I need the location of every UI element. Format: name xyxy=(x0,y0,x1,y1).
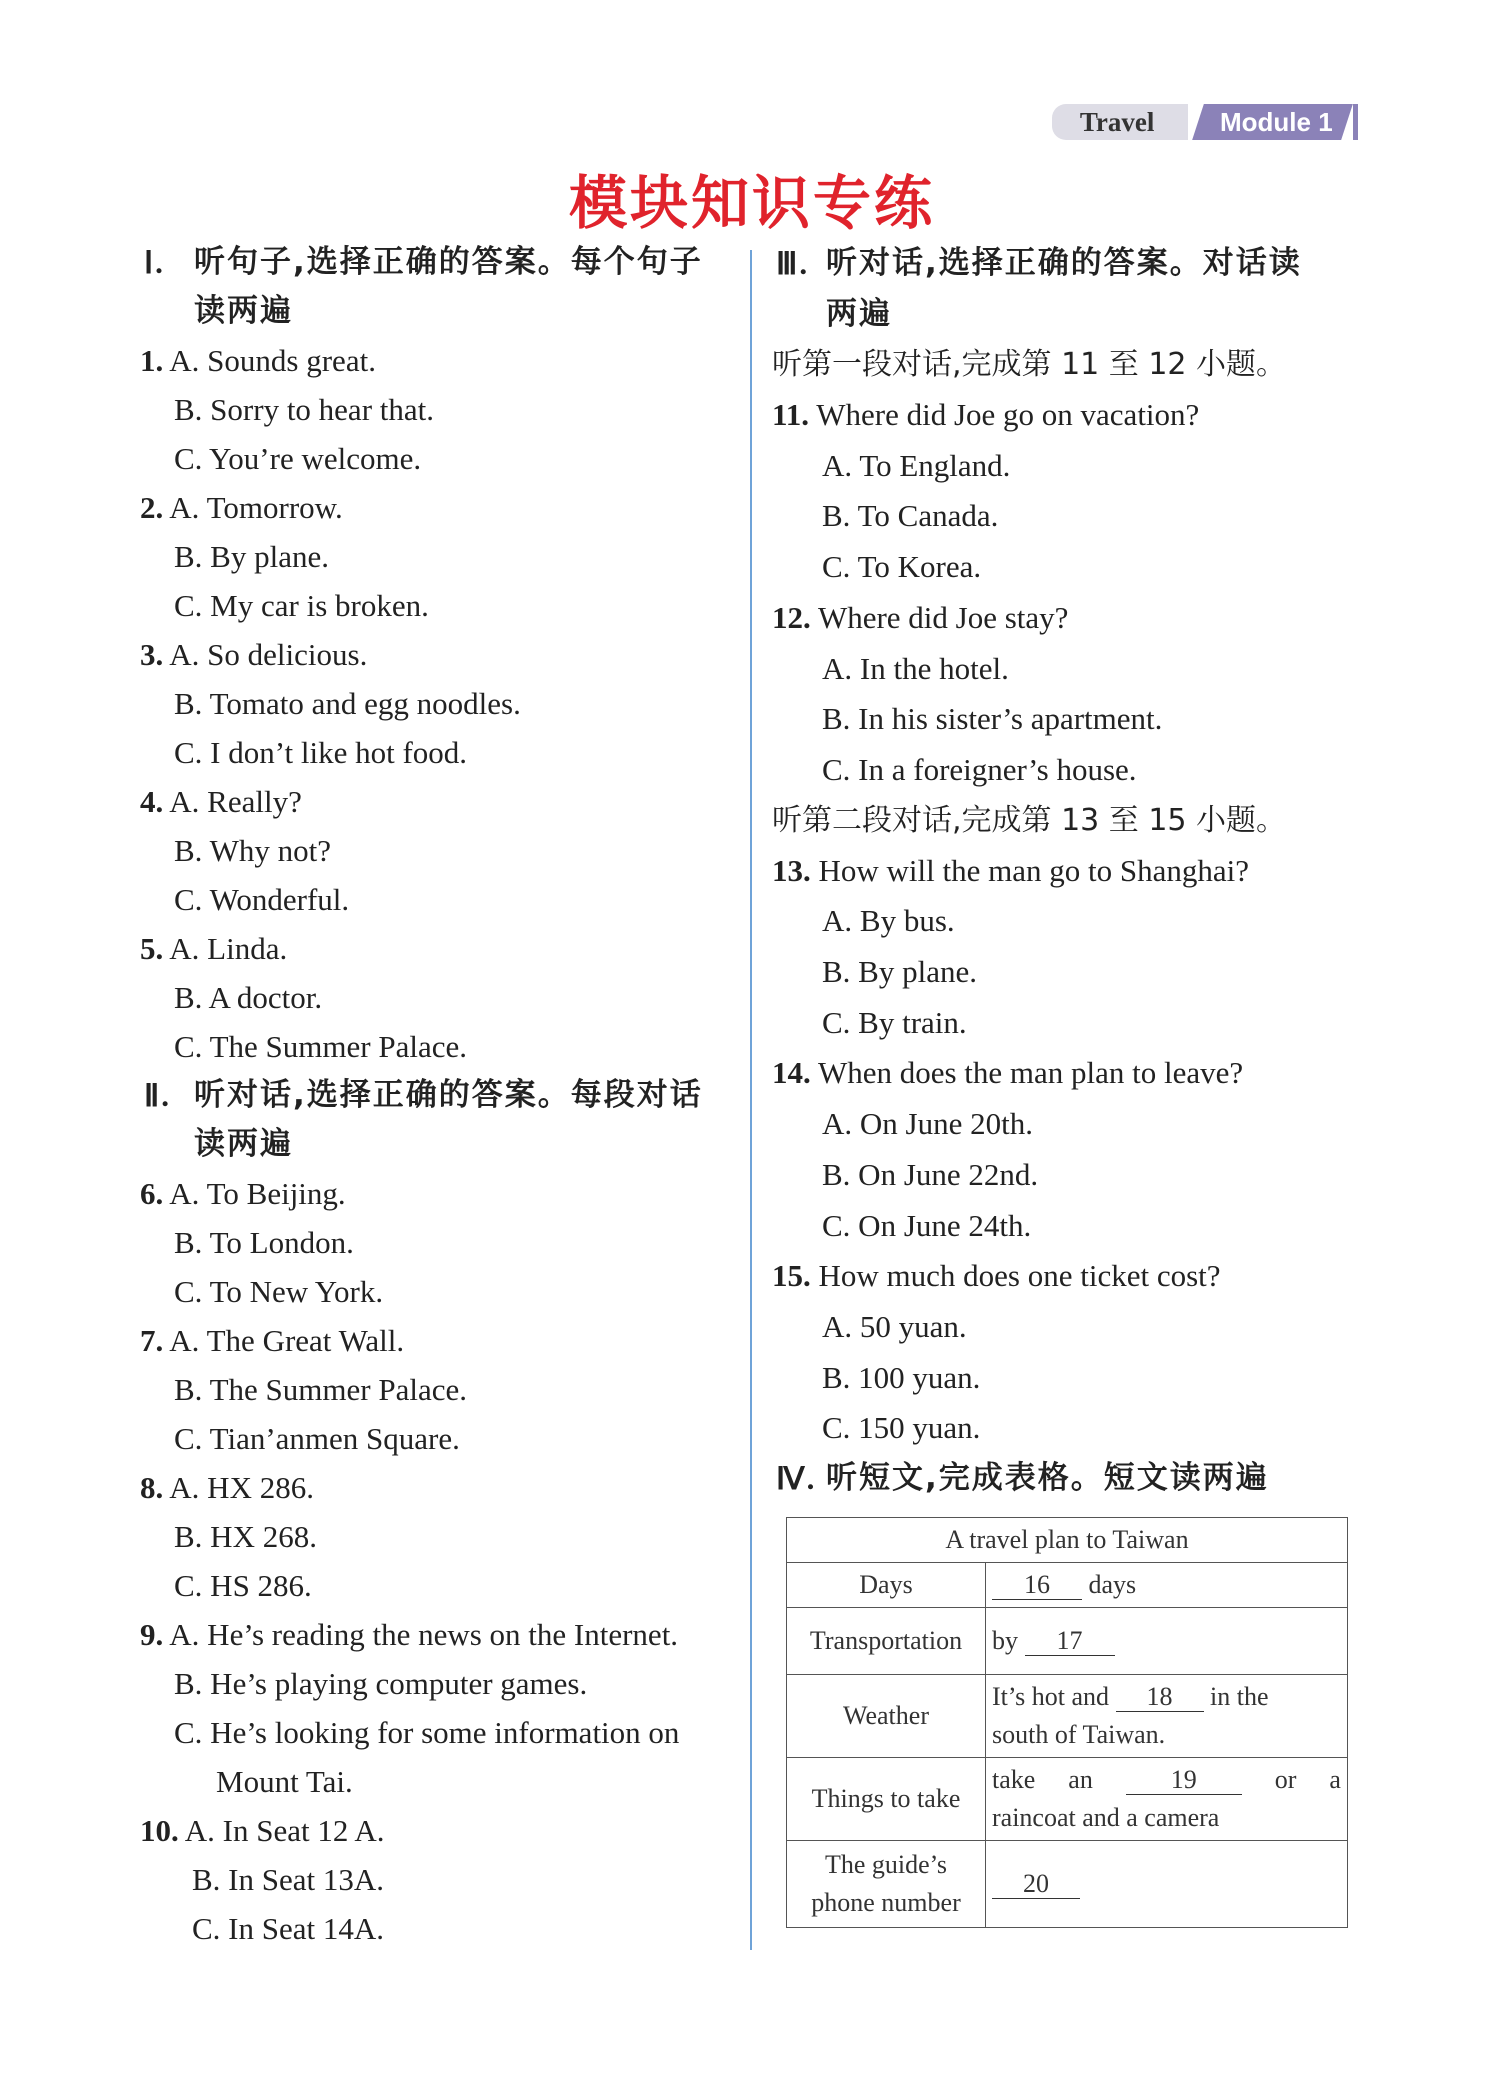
row-text-line2: south of Taiwan. xyxy=(992,1720,1166,1750)
question-12 xyxy=(772,593,1372,796)
option-a: A. HX 286. xyxy=(169,1470,314,1505)
question-8 xyxy=(140,1463,740,1610)
travel-plan-table xyxy=(786,1517,1348,1928)
option-b: B. To Canada. xyxy=(822,498,999,534)
question-number: 1. xyxy=(140,343,164,378)
table-row-transportation xyxy=(787,1608,1348,1675)
question-number: 5. xyxy=(140,931,164,966)
question-number: 6. xyxy=(140,1176,164,1211)
question-6 xyxy=(140,1169,740,1316)
row-key-line1: The guide’s xyxy=(824,1850,948,1880)
question-number: 8. xyxy=(140,1470,164,1505)
table-caption: A travel plan to Taiwan xyxy=(787,1518,1348,1563)
row-text-after: in the xyxy=(1210,1682,1269,1712)
option-c: C. He’s looking for some information on xyxy=(174,1715,680,1750)
page-title: 模块知识专练 xyxy=(568,169,935,237)
question-2 xyxy=(140,483,740,630)
answer-blank-18[interactable]: 18 xyxy=(1116,1683,1204,1712)
option-b: B. The Summer Palace. xyxy=(174,1372,468,1407)
option-c: C. My car is broken. xyxy=(174,588,429,623)
option-a: A. 50 yuan. xyxy=(822,1308,967,1344)
option-b: B. In his sister’s apartment. xyxy=(822,701,1163,737)
dialogue-instruction-1: 听第一段对话,完成第 11 至 12 小题。 xyxy=(772,347,1287,382)
row-value xyxy=(986,1563,1348,1608)
option-a: A. To England. xyxy=(822,447,1011,483)
answer-blank-20[interactable]: 20 xyxy=(992,1870,1080,1899)
option-c: C. You’re welcome. xyxy=(174,441,422,476)
question-5 xyxy=(140,924,740,1071)
option-a: A. Sounds great. xyxy=(169,343,376,378)
option-c: C. In Seat 14A. xyxy=(192,1911,385,1946)
option-a: A. Tomorrow. xyxy=(169,490,343,525)
question-number: 14. xyxy=(772,1055,811,1091)
option-b: B. By plane. xyxy=(822,954,977,990)
section-heading-cont: 读两遍 xyxy=(194,293,293,329)
dialogue-instruction-2: 听第二段对话,完成第 13 至 15 小题。 xyxy=(772,802,1287,838)
question-text: Where did Joe stay? xyxy=(817,599,1069,635)
question-10 xyxy=(140,1806,740,1953)
row-key: Transportation xyxy=(787,1608,986,1675)
question-text: Where did Joe go on vacation? xyxy=(816,397,1200,432)
question-number: 2. xyxy=(140,490,164,525)
row-word: or xyxy=(1274,1765,1297,1795)
section-heading-text: 听短文,完成表格。短文读两遍 xyxy=(826,1460,1269,1497)
option-c: C. The Summer Palace. xyxy=(174,1029,468,1064)
row-value xyxy=(986,1841,1348,1928)
question-number: 11. xyxy=(772,397,810,432)
row-word: a xyxy=(1329,1765,1341,1795)
question-14 xyxy=(772,1048,1372,1251)
question-number: 7. xyxy=(140,1323,164,1358)
option-a: A. So delicious. xyxy=(169,637,368,672)
module-header xyxy=(1052,104,1358,140)
row-key-line2: phone number xyxy=(811,1888,961,1918)
question-4 xyxy=(140,777,740,924)
question-number: 15. xyxy=(772,1258,811,1294)
section-heading-text: 听对话,选择正确的答案。每段对话 xyxy=(194,1077,703,1113)
module-tab xyxy=(1192,104,1352,140)
option-c-continued: Mount Tai. xyxy=(216,1764,353,1799)
row-text-before: It’s hot and xyxy=(992,1682,1109,1712)
left-column xyxy=(140,238,740,1953)
row-value xyxy=(986,1758,1348,1841)
answer-blank-16[interactable]: 16 xyxy=(992,1571,1082,1600)
section-heading-3 xyxy=(772,238,1372,340)
option-a: A. He’s reading the news on the Internet. xyxy=(169,1617,679,1652)
question-11 xyxy=(772,390,1372,593)
option-b: B. HX 268. xyxy=(174,1519,317,1554)
table-row-days xyxy=(787,1563,1348,1608)
option-c: C. By train. xyxy=(822,1004,967,1040)
row-key: Weather xyxy=(787,1675,986,1758)
option-a: A. In the hotel. xyxy=(822,650,1009,686)
question-number: 10. xyxy=(140,1813,179,1848)
module-tab-label: Module 1 xyxy=(1220,107,1333,137)
section-heading-1 xyxy=(140,238,740,336)
question-text: How much does one ticket cost? xyxy=(818,1258,1221,1294)
section-number: Ⅰ. xyxy=(144,245,165,280)
question-number: 13. xyxy=(772,852,811,888)
question-3 xyxy=(140,630,740,777)
option-b: B. Sorry to hear that. xyxy=(174,392,435,427)
option-a: A. By bus. xyxy=(822,903,955,939)
question-number: 12. xyxy=(772,599,811,635)
section-heading-cont: 两遍 xyxy=(826,296,892,332)
row-value xyxy=(986,1675,1348,1758)
option-c: C. To Korea. xyxy=(822,549,982,585)
option-a: A. The Great Wall. xyxy=(169,1323,405,1358)
question-text: When does the man plan to leave? xyxy=(817,1055,1244,1091)
question-text: How will the man go to Shanghai? xyxy=(818,852,1249,888)
option-c: C. On June 24th. xyxy=(822,1207,1032,1243)
option-b: B. He’s playing computer games. xyxy=(174,1666,588,1701)
option-b: B. Why not? xyxy=(174,833,331,868)
section-heading-cont: 读两遍 xyxy=(194,1126,293,1162)
row-key: Things to take xyxy=(787,1758,986,1841)
row-text-after: days xyxy=(1088,1570,1137,1600)
row-key: Days xyxy=(787,1563,986,1608)
question-number: 3. xyxy=(140,637,164,672)
section-heading-text: 听对话,选择正确的答案。对话读 xyxy=(826,245,1302,281)
section-number: Ⅱ. xyxy=(144,1078,172,1113)
option-b: B. A doctor. xyxy=(174,980,323,1015)
question-7 xyxy=(140,1316,740,1463)
tab-accent-bar xyxy=(1353,104,1358,140)
unit-tab-travel: Travel xyxy=(1052,104,1188,140)
table-row-weather xyxy=(787,1675,1348,1758)
section-heading-2 xyxy=(140,1071,740,1169)
right-column xyxy=(772,238,1372,1928)
question-13 xyxy=(772,846,1372,1049)
answer-blank-19[interactable]: 19 xyxy=(1126,1766,1242,1795)
option-c: C. In a foreigner’s house. xyxy=(822,751,1137,787)
table-row-guide-phone xyxy=(787,1841,1348,1928)
option-a: A. Linda. xyxy=(169,931,288,966)
row-text-before: by xyxy=(992,1626,1018,1656)
row-text-line2: raincoat and a camera xyxy=(992,1803,1220,1833)
question-15 xyxy=(772,1251,1372,1454)
question-1 xyxy=(140,336,740,483)
row-key xyxy=(787,1841,986,1928)
option-b: B. By plane. xyxy=(174,539,329,574)
section-heading-4 xyxy=(772,1454,1372,1503)
option-b: B. To London. xyxy=(174,1225,354,1260)
row-word: take xyxy=(992,1765,1036,1795)
section-heading-text: 听句子,选择正确的答案。每个句子 xyxy=(194,244,703,280)
option-b: B. Tomato and egg noodles. xyxy=(174,686,521,721)
question-number: 4. xyxy=(140,784,164,819)
option-b: B. In Seat 13A. xyxy=(192,1862,385,1897)
table-row-things-to-take xyxy=(787,1758,1348,1841)
option-a: A. In Seat 12 A. xyxy=(184,1813,385,1848)
option-c: C. To New York. xyxy=(174,1274,384,1309)
option-a: A. Really? xyxy=(169,784,302,819)
question-9 xyxy=(140,1610,740,1806)
option-c: C. HS 286. xyxy=(174,1568,312,1603)
option-a: A. To Beijing. xyxy=(169,1176,346,1211)
option-b: B. 100 yuan. xyxy=(822,1359,981,1395)
row-word: an xyxy=(1068,1765,1093,1795)
option-a: A. On June 20th. xyxy=(822,1106,1033,1142)
option-c: C. Wonderful. xyxy=(174,882,350,917)
option-b: B. On June 22nd. xyxy=(822,1156,1039,1192)
option-c: C. I don’t like hot food. xyxy=(174,735,468,770)
question-number: 9. xyxy=(140,1617,164,1652)
option-c: C. Tian’anmen Square. xyxy=(174,1421,460,1456)
row-value xyxy=(986,1608,1348,1675)
section-number: Ⅳ. xyxy=(776,1461,817,1497)
option-c: C. 150 yuan. xyxy=(822,1410,981,1446)
column-divider xyxy=(750,250,752,1950)
answer-blank-17[interactable]: 17 xyxy=(1025,1627,1115,1656)
section-number: Ⅲ. xyxy=(776,246,810,281)
